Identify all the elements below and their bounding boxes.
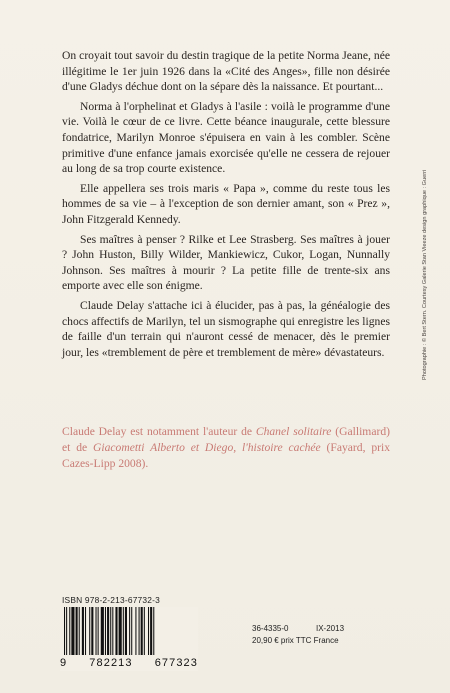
- barcode-bar: [96, 607, 97, 655]
- barcode-bar: [135, 607, 136, 655]
- barcode-bar: [85, 607, 86, 655]
- barcode-digits-left: 782213: [89, 657, 133, 669]
- barcode-bar: [112, 607, 113, 655]
- book-title-1: Chanel solitaire: [255, 425, 332, 438]
- barcode-bar: [153, 607, 154, 655]
- price: 20,90 € prix TTC France: [252, 636, 339, 645]
- barcode: [60, 607, 198, 671]
- barcode-bar: [119, 607, 122, 655]
- barcode-bar: [148, 607, 149, 655]
- barcode-bar: [144, 607, 145, 655]
- barcode-bar: [141, 607, 143, 655]
- barcode-bar: [82, 607, 84, 655]
- barcode-bar: [125, 607, 127, 655]
- barcode-bar: [123, 607, 124, 655]
- product-code: 36-4335-0: [252, 624, 289, 633]
- barcode-bar: [64, 607, 65, 655]
- barcode-digit-lead: 9: [60, 657, 68, 669]
- barcode-bar: [150, 607, 152, 655]
- barcode-bars: [64, 607, 194, 655]
- blurb-paragraph-3: Elle appellera ses trois maris « Papa », comme du reste tous les hommes de sa vie – à l'exception de son dernier amant, son « Prez », John Fitzgerald Kennedy.: [62, 181, 390, 226]
- blurb-paragraph-1: On croyait tout savoir du destin tragique de la petite Norma Jeane, née illégitime le 1er juin 1926 dans la «Cité des Anges», fille non désirée d'une Gladys déchue dont on la sépare dès la naissance. Et pourtant...: [62, 49, 390, 94]
- barcode-digits: [60, 657, 198, 669]
- barcode-bar: [115, 607, 117, 655]
- barcode-bar: [139, 607, 140, 655]
- edition-code: IX-2013: [316, 624, 345, 633]
- barcode-bar: [107, 607, 109, 655]
- barcode-bar: [76, 607, 78, 655]
- author-note-intro: Claude Delay est notamment l'auteur de: [62, 425, 256, 438]
- isbn-label: ISBN 978-2-213-67732-3: [62, 595, 160, 605]
- barcode-digits-right: 677323: [154, 657, 198, 669]
- photo-credit: Photographie : © Bert Stern. Courtesy Galerie Stan Vieeze design graphique : Guerri: [422, 169, 428, 380]
- barcode-bar: [71, 607, 74, 655]
- book-title-2: Giacometti Alberto et Diego, l'histoire cachée: [92, 440, 321, 454]
- blurb-paragraph-5: Claude Delay s'attache ici à élucider, pas à pas, la généalogie des chocs affectifs de Marilyn, tel un sismographe qui enregistre les lignes de faille d'un terrain qui n'auront cessé de menacer, dès le premier jour, les «tremblement de père et tremblement de mère» dévastateurs.: [62, 298, 390, 359]
- author-note: [62, 424, 390, 471]
- barcode-bar: [129, 607, 130, 655]
- blurb: [62, 48, 390, 360]
- barcode-bar: [105, 607, 106, 655]
- barcode-bar: [131, 607, 132, 655]
- barcode-bar: [79, 607, 80, 655]
- barcode-bar: [91, 607, 93, 655]
- barcode-bar: [66, 607, 67, 655]
- barcode-bar: [89, 607, 90, 655]
- barcode-bar: [110, 607, 111, 655]
- publisher-2: (Fayard, prix Cazes-Lipp 2008).: [62, 440, 390, 470]
- barcode-bar: [69, 607, 70, 655]
- blurb-paragraph-4: Ses maîtres à penser ? Rilke et Lee Strasberg. Ses maîtres à jouer ? John Huston, Billy Wilder, Mankiewicz, Cukor, Logan, Nunnally Johnson. Ses maîtres à mourir ? La petite fille de trente-six ans emporte avec elle son énigme.: [62, 232, 390, 293]
- blurb-paragraph-2: Norma à l'orphelinat et Gladys à l'asile : voilà le programme d'une vie. Voilà le cœur de ce livre. Cette béance inaugurale, cette blessure fondatrice, Marilyn Monroe s'épuisera en vain à les combler. Scène primitive d'une enfance jamais exorcisée qu'elle ne cessera de rejouer au long de sa trop courte existence.: [62, 99, 390, 176]
- barcode-bar: [101, 607, 104, 655]
- barcode-bar: [98, 607, 99, 655]
- publisher-1: (Gallimard) et de: [62, 425, 390, 454]
